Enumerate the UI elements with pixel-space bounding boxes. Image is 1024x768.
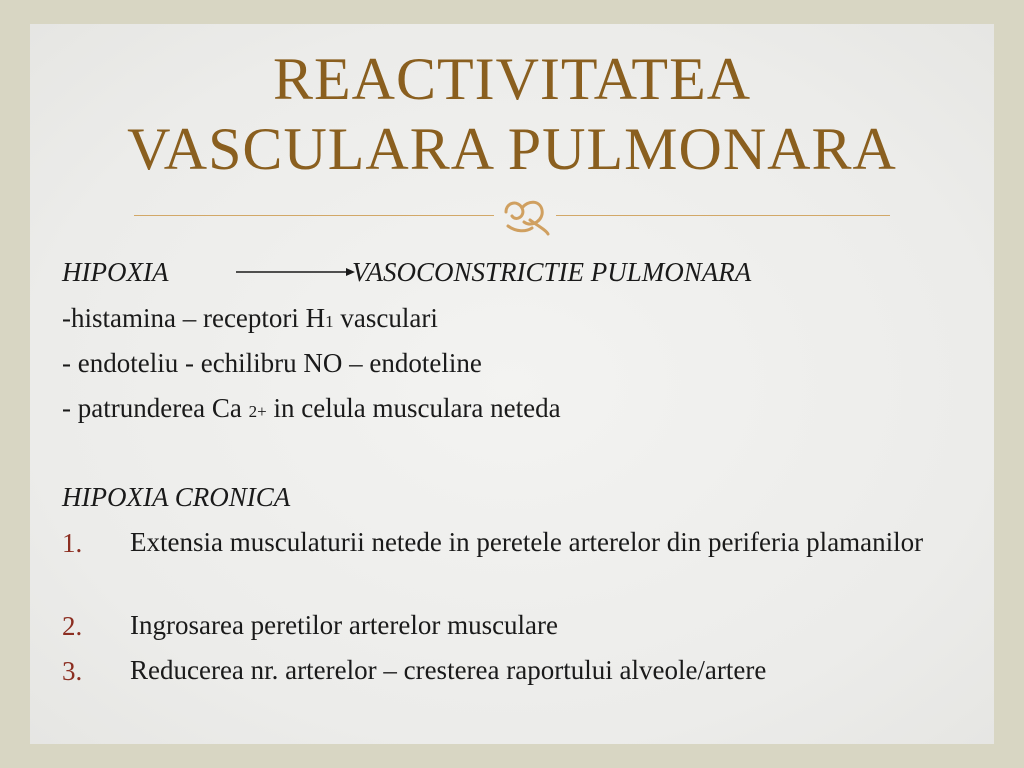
lead-left: HIPOXIA bbox=[62, 257, 169, 287]
list-number: 2. bbox=[62, 611, 83, 641]
list-text: Reducerea nr. arterelor – cresterea raportului alveole/artere bbox=[130, 655, 767, 685]
section-heading: HIPOXIA CRONICA bbox=[62, 482, 291, 512]
slide bbox=[30, 24, 994, 744]
divider-left bbox=[134, 215, 494, 216]
bullet-endoteliu: - endoteliu - echilibru NO – endoteline bbox=[62, 348, 482, 378]
lead-right: VASOCONSTRICTIE PULMONARA bbox=[352, 257, 752, 287]
divider-right bbox=[556, 215, 890, 216]
bullet-text: - patrunderea Ca bbox=[62, 393, 249, 423]
slide-title bbox=[30, 44, 994, 184]
bullet-text: in celula musculara neteda bbox=[266, 393, 561, 423]
list-number: 3. bbox=[62, 656, 83, 686]
bullet-calciu bbox=[62, 392, 561, 428]
bullet-text: -histamina – receptori H bbox=[62, 303, 326, 333]
list-text: Extensia musculaturii netede in peretele arterelor din periferia plamanilor bbox=[130, 527, 924, 557]
list-text: Ingrosarea peretilor arterelor musculare bbox=[130, 610, 559, 640]
bullet-histamina bbox=[62, 302, 438, 338]
subscript: 1 bbox=[325, 312, 334, 331]
ornament-icon bbox=[500, 192, 552, 238]
list-number: 1. bbox=[62, 528, 83, 558]
bullet-text: vasculari bbox=[333, 303, 438, 333]
arrow-right-icon bbox=[236, 267, 356, 277]
subscript: 2+ bbox=[248, 402, 267, 421]
title-line-1: REACTIVITATEA bbox=[272, 46, 752, 112]
title-line-2: VASCULARA PULMONARA bbox=[127, 116, 897, 182]
